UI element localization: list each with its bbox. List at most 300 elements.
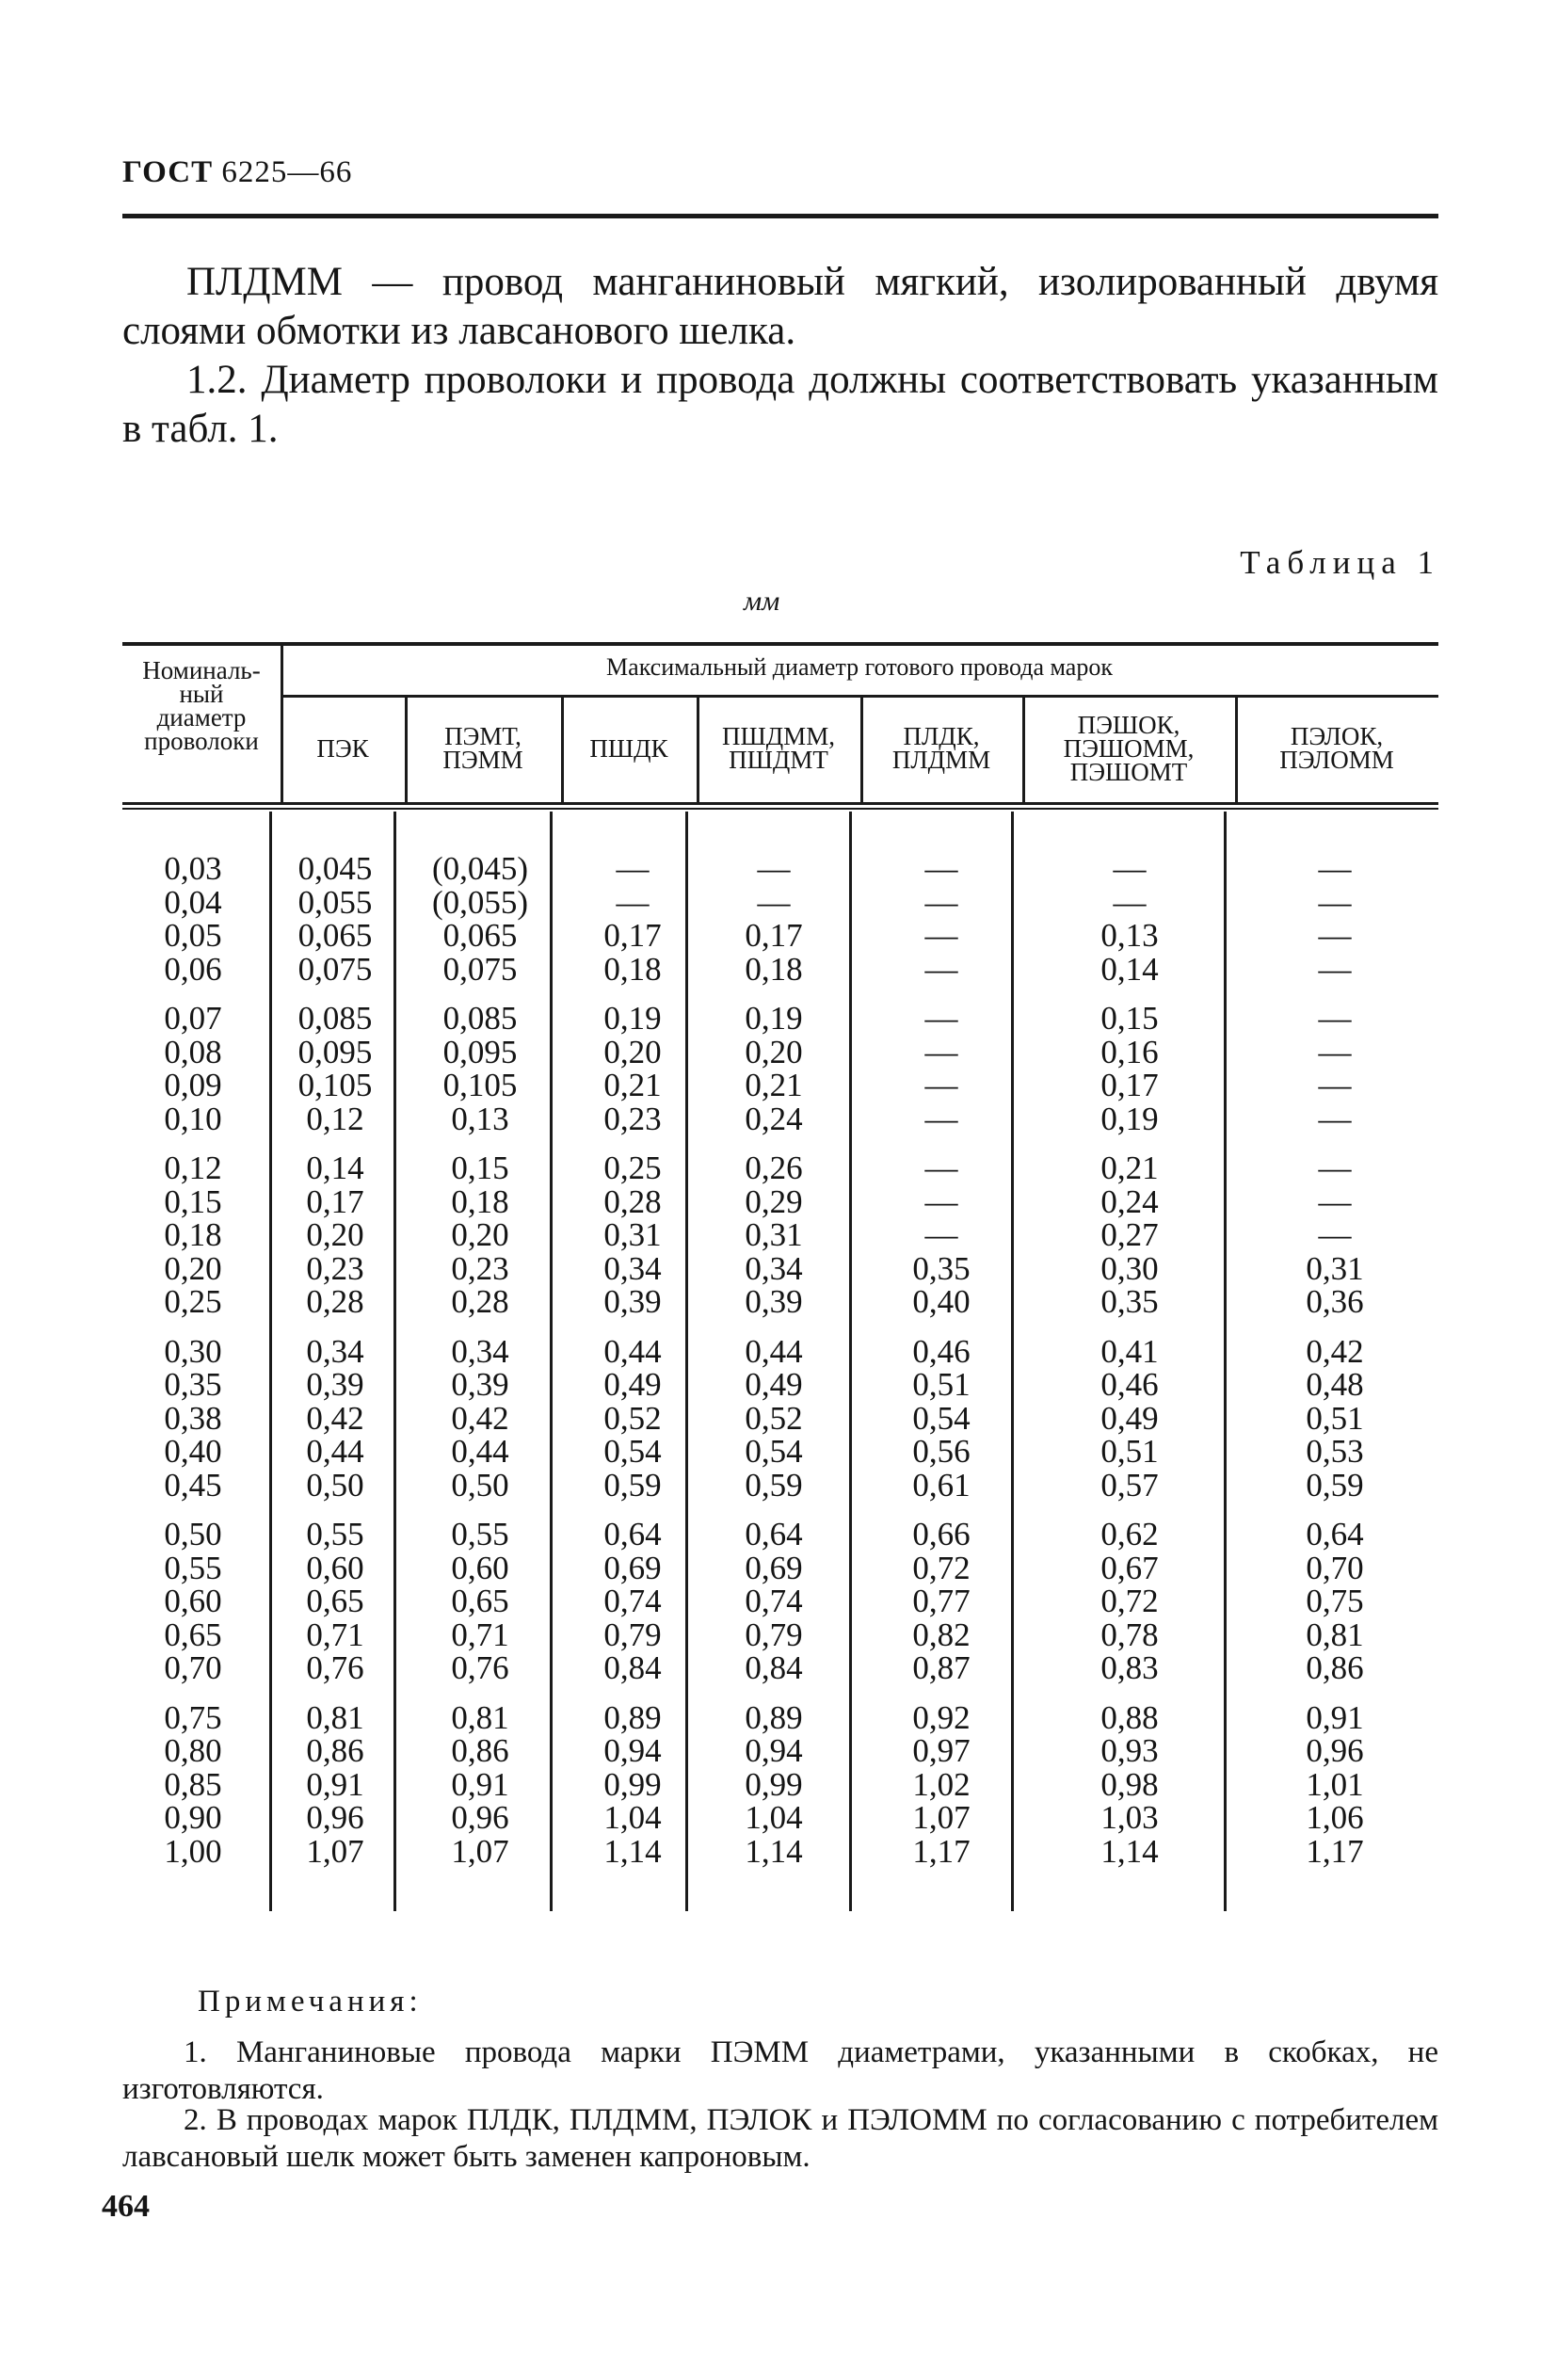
max-diameter-cell: 0,085 xyxy=(297,1000,373,1037)
max-diameter-cell: 1,01 xyxy=(1306,1765,1364,1803)
row-group xyxy=(1250,1002,1420,1135)
row-group xyxy=(250,1332,420,1504)
max-diameter-cell: 0,54 xyxy=(912,1399,971,1437)
paragraph-1-2: 1.2. Диаметр проволоки и провода должны соответствовать указанным в табл. 1. xyxy=(122,358,1438,451)
max-diameter-cell: 0,86 xyxy=(306,1732,364,1769)
max-diameter-cell: 0,81 xyxy=(1306,1616,1364,1653)
nominal-diameter-cell: 0,03 xyxy=(164,850,222,887)
max-diameter-cell: 0,76 xyxy=(306,1649,364,1686)
max-diameter-cell: 0,94 xyxy=(603,1732,662,1769)
max-diameter-cell: — xyxy=(924,1000,958,1037)
nominal-diameter-cell: 0,15 xyxy=(164,1182,222,1220)
wire-grade-column xyxy=(250,852,420,1884)
col-nominal-header xyxy=(122,656,281,755)
max-diameter-cell: 0,71 xyxy=(451,1616,509,1653)
max-diameter-cell: 0,42 xyxy=(1306,1332,1364,1370)
max-diameter-cell: 0,095 xyxy=(297,1033,373,1070)
max-diameter-cell: 0,50 xyxy=(306,1466,364,1504)
column-header-line: ПШДК xyxy=(589,733,668,763)
max-diameter-cell: 0,60 xyxy=(306,1549,364,1586)
nominal-diameter-cell: 0,85 xyxy=(164,1765,222,1803)
max-diameter-cell: — xyxy=(924,883,958,921)
nominal-diameter-cell: 0,75 xyxy=(164,1698,222,1736)
max-diameter-cell: 0,34 xyxy=(603,1249,662,1287)
max-diameter-cell: 0,39 xyxy=(451,1366,509,1403)
nominal-diameter-cell: 0,35 xyxy=(164,1366,222,1403)
max-diameter-cell: 0,35 xyxy=(912,1249,971,1287)
row-group xyxy=(395,852,565,986)
nominal-diameter-cell: 0,80 xyxy=(164,1732,222,1769)
max-diameter-cell: 0,54 xyxy=(603,1433,662,1470)
nominal-diameter-cell: 0,12 xyxy=(164,1150,222,1186)
max-diameter-cell: 0,16 xyxy=(1100,1033,1159,1070)
nominal-diameter-cell: 0,60 xyxy=(164,1583,222,1619)
max-diameter-cell: 0,18 xyxy=(745,950,803,988)
nominal-diameter-cell: 0,25 xyxy=(164,1283,222,1320)
max-diameter-cell: 0,19 xyxy=(1100,1100,1159,1137)
max-diameter-cell: 1,14 xyxy=(1100,1832,1159,1870)
max-diameter-cell: 0,98 xyxy=(1100,1765,1159,1803)
gost-label: ГОСТ xyxy=(122,155,214,189)
max-diameter-cell: — xyxy=(1318,883,1352,921)
max-diameter-cell: 0,71 xyxy=(306,1616,364,1653)
row-group xyxy=(395,1332,565,1504)
max-diameter-cell: 0,40 xyxy=(912,1283,971,1320)
column-header-line: ПЛДММ xyxy=(891,746,991,774)
max-diameter-cell: 0,20 xyxy=(745,1033,803,1070)
row-group xyxy=(857,1151,1026,1319)
row-group xyxy=(1045,1002,1214,1135)
max-diameter-cell: — xyxy=(924,1067,958,1103)
row-group xyxy=(689,852,859,986)
max-diameter-cell: 0,46 xyxy=(1100,1366,1159,1403)
nominal-diameter-cell: 0,50 xyxy=(164,1516,222,1552)
max-diameter-cell: 0,21 xyxy=(745,1067,803,1103)
nominal-diameter-cell: 0,05 xyxy=(164,917,222,954)
max-diameter-cell: 0,59 xyxy=(1306,1466,1364,1504)
row-group xyxy=(395,1151,565,1319)
max-diameter-cell: 1,14 xyxy=(603,1832,662,1870)
max-diameter-cell: — xyxy=(1318,1033,1352,1070)
max-diameter-cell: — xyxy=(924,1150,958,1186)
column-header xyxy=(697,722,860,774)
max-diameter-cell: 0,74 xyxy=(745,1583,803,1619)
max-diameter-cell: — xyxy=(1113,850,1147,887)
header-rule xyxy=(122,214,1438,218)
note-2: 2. В проводах марок ПЛДК, ПЛДММ, ПЭЛОК и ПЭЛОММ по согласованию с потребителем лавсановый шелк может быть заменен капроновым. xyxy=(122,2103,1438,2174)
row-group xyxy=(395,1518,565,1685)
max-diameter-cell: 0,52 xyxy=(745,1399,803,1437)
row-group xyxy=(1045,1698,1214,1870)
max-diameter-cell: 0,97 xyxy=(912,1732,971,1769)
max-diameter-cell: 0,83 xyxy=(1100,1649,1159,1686)
max-diameter-cell: 0,46 xyxy=(912,1332,971,1370)
max-diameter-cell: — xyxy=(1318,1067,1352,1103)
wire-grade-column xyxy=(395,852,565,1884)
column-header-line: ПЭЛОК, xyxy=(1290,722,1384,750)
max-diameter-cell: 0,065 xyxy=(442,917,518,954)
max-diameter-cell: 0,055 xyxy=(297,883,373,921)
table-column-divider xyxy=(1224,812,1227,1911)
max-diameter-cell: 0,84 xyxy=(745,1649,803,1686)
max-diameter-cell: 0,62 xyxy=(1100,1516,1159,1552)
max-diameter-cell: 0,69 xyxy=(603,1549,662,1586)
max-diameter-cell: 1,14 xyxy=(745,1832,803,1870)
max-diameter-cell: 0,23 xyxy=(306,1249,364,1287)
nominal-diameter-cell: 0,40 xyxy=(164,1433,222,1470)
wire-grade-column xyxy=(1045,852,1214,1884)
row-group xyxy=(1250,1518,1420,1685)
max-diameter-cell: 0,17 xyxy=(603,917,662,954)
max-diameter-cell: 0,24 xyxy=(1100,1182,1159,1220)
column-header-line: ПЭМТ, xyxy=(444,722,522,750)
max-diameter-cell: — xyxy=(924,1033,958,1070)
max-diameter-cell: 0,49 xyxy=(745,1366,803,1403)
max-diameter-cell: 0,50 xyxy=(451,1466,509,1504)
max-diameter-cell: 0,39 xyxy=(306,1366,364,1403)
max-diameter-cell: 0,34 xyxy=(306,1332,364,1370)
max-diameter-cell: 0,89 xyxy=(603,1698,662,1736)
max-diameter-cell: 0,99 xyxy=(603,1765,662,1803)
max-diameter-cell: 0,095 xyxy=(442,1033,518,1070)
max-diameter-cell: 0,48 xyxy=(1306,1366,1364,1403)
max-diameter-cell: 1,17 xyxy=(912,1832,971,1870)
max-diameter-cell: 0,15 xyxy=(451,1150,509,1186)
max-diameter-cell: 0,61 xyxy=(912,1466,971,1504)
notes-title: Примечания: xyxy=(198,1985,423,2018)
max-diameter-cell: — xyxy=(1318,1182,1352,1220)
nominal-diameter-cell: 0,07 xyxy=(164,1000,222,1037)
nominal-diameter-cell: 0,10 xyxy=(164,1100,222,1137)
max-diameter-cell: 0,20 xyxy=(306,1216,364,1253)
max-diameter-cell: 0,93 xyxy=(1100,1732,1159,1769)
paragraph-pldmm: ПЛДММ — провод манганиновый мягкий, изолированный двумя слоями обмотки из лавсанового шелка. xyxy=(122,260,1438,353)
column-header-line: ПЭЛОММ xyxy=(1279,746,1394,774)
column-header-line: ПЭММ xyxy=(442,746,523,774)
nominal-diameter-cell: 0,90 xyxy=(164,1799,222,1836)
max-diameter-cell: 0,44 xyxy=(603,1332,662,1370)
column-header xyxy=(405,722,561,774)
max-diameter-cell: 0,91 xyxy=(1306,1698,1364,1736)
max-diameter-cell: 0,28 xyxy=(603,1182,662,1220)
row-group xyxy=(250,1151,420,1319)
max-diameter-cell: 0,87 xyxy=(912,1649,971,1686)
nominal-diameter-cell: 0,08 xyxy=(164,1033,222,1070)
page-number: 464 xyxy=(102,2189,150,2224)
max-diameter-cell: 0,55 xyxy=(306,1516,364,1552)
max-diameter-cell: — xyxy=(924,950,958,988)
max-diameter-cell: 0,81 xyxy=(451,1698,509,1736)
max-diameter-cell: 0,18 xyxy=(451,1182,509,1220)
max-diameter-cell: 0,77 xyxy=(912,1583,971,1619)
max-diameter-cell: — xyxy=(924,917,958,954)
max-diameter-cell: 0,92 xyxy=(912,1698,971,1736)
max-diameter-cell: 0,39 xyxy=(745,1283,803,1320)
max-diameter-cell: — xyxy=(1318,1216,1352,1253)
max-diameter-cell: 0,41 xyxy=(1100,1332,1159,1370)
max-diameter-cell: 0,60 xyxy=(451,1549,509,1586)
max-diameter-cell: (0,055) xyxy=(431,883,529,921)
max-diameter-cell: — xyxy=(924,1100,958,1137)
wire-grade-column xyxy=(689,852,859,1884)
max-diameter-cell: 0,29 xyxy=(745,1182,803,1220)
max-diameter-cell: 0,99 xyxy=(745,1765,803,1803)
max-diameter-cell: 0,79 xyxy=(745,1616,803,1653)
max-diameter-cell: 0,84 xyxy=(603,1649,662,1686)
max-diameter-cell: 0,75 xyxy=(1306,1583,1364,1619)
row-group xyxy=(857,852,1026,986)
max-diameter-cell: 0,24 xyxy=(745,1100,803,1137)
max-diameter-cell: 0,57 xyxy=(1100,1466,1159,1504)
row-group xyxy=(250,852,420,986)
max-diameter-cell: — xyxy=(616,883,650,921)
column-header xyxy=(860,722,1022,774)
wire-grade-column xyxy=(1250,852,1420,1884)
row-group xyxy=(1250,1151,1420,1319)
row-group xyxy=(689,1002,859,1135)
max-diameter-cell: 0,31 xyxy=(603,1216,662,1253)
max-diameter-cell: 0,28 xyxy=(451,1283,509,1320)
gost-number: 6225—66 xyxy=(221,155,353,189)
max-diameter-cell: 0,35 xyxy=(1100,1283,1159,1320)
max-diameter-group-header: Максимальный диаметр готового провода марок xyxy=(606,653,1113,681)
row-group xyxy=(689,1698,859,1870)
max-diameter-cell: 1,04 xyxy=(745,1799,803,1836)
max-diameter-cell: — xyxy=(924,1182,958,1220)
col-nominal-header-line: проволоки xyxy=(144,727,259,755)
nominal-diameter-cell: 1,00 xyxy=(164,1832,222,1870)
max-diameter-cell: — xyxy=(1318,850,1352,887)
table-rule xyxy=(122,802,1438,805)
wire-grade-column xyxy=(857,852,1026,1884)
table-unit: мм xyxy=(744,586,780,617)
max-diameter-cell: 0,55 xyxy=(451,1516,509,1552)
nominal-diameter-cell: 0,70 xyxy=(164,1649,222,1686)
max-diameter-cell: 0,28 xyxy=(306,1283,364,1320)
max-diameter-cell: 0,23 xyxy=(451,1249,509,1287)
column-header xyxy=(1022,710,1235,786)
max-diameter-cell: 0,78 xyxy=(1100,1616,1159,1653)
column-header-line: ПЭШОК, xyxy=(1077,710,1180,739)
max-diameter-cell: 0,065 xyxy=(297,917,373,954)
max-diameter-cell: 0,79 xyxy=(603,1616,662,1653)
max-diameter-cell: 0,31 xyxy=(1306,1249,1364,1287)
max-diameter-cell: 0,26 xyxy=(745,1150,803,1186)
row-group xyxy=(857,1698,1026,1870)
max-diameter-cell: — xyxy=(1318,950,1352,988)
max-diameter-cell: 0,14 xyxy=(1100,950,1159,988)
max-diameter-cell: 0,44 xyxy=(745,1332,803,1370)
max-diameter-cell: 0,23 xyxy=(603,1100,662,1137)
row-group xyxy=(250,1518,420,1685)
max-diameter-cell: 0,64 xyxy=(745,1516,803,1552)
max-diameter-cell: 0,72 xyxy=(1100,1583,1159,1619)
row-group xyxy=(1045,1332,1214,1504)
row-group xyxy=(857,1002,1026,1135)
max-diameter-cell: 0,86 xyxy=(451,1732,509,1769)
nominal-diameter-cell: 0,38 xyxy=(164,1399,222,1437)
max-diameter-cell: 0,54 xyxy=(745,1433,803,1470)
note-1: 1. Манганиновые провода марки ПЭММ диаметрами, указанными в скобках, не изготовляются. xyxy=(122,2035,1438,2106)
table-rule xyxy=(122,808,1438,810)
max-diameter-cell: 1,07 xyxy=(306,1832,364,1870)
col-nominal-header-line: диаметр xyxy=(156,703,247,732)
max-diameter-cell: 0,64 xyxy=(1306,1516,1364,1552)
row-group xyxy=(689,1332,859,1504)
max-diameter-cell: (0,045) xyxy=(431,850,529,887)
row-group xyxy=(857,1518,1026,1685)
max-diameter-cell: 0,44 xyxy=(306,1433,364,1470)
max-diameter-cell: 0,96 xyxy=(306,1799,364,1836)
column-header xyxy=(281,733,405,763)
max-diameter-cell: 0,045 xyxy=(297,850,373,887)
row-group xyxy=(689,1151,859,1319)
column-header-line: ПЭШОММ, xyxy=(1063,733,1195,763)
max-diameter-cell: — xyxy=(1318,917,1352,954)
max-diameter-cell: 0,94 xyxy=(745,1732,803,1769)
max-diameter-cell: 0,89 xyxy=(745,1698,803,1736)
max-diameter-cell: 0,20 xyxy=(451,1216,509,1253)
column-header-line: ПЭК xyxy=(316,733,369,763)
table-rule xyxy=(122,642,1438,646)
column-header-line: ПШДММ, xyxy=(722,722,835,750)
column-header-line: ПШДМТ xyxy=(729,746,828,774)
max-diameter-cell: 1,03 xyxy=(1100,1799,1159,1836)
max-diameter-cell: 0,70 xyxy=(1306,1549,1364,1586)
max-diameter-cell: 0,74 xyxy=(603,1583,662,1619)
max-diameter-cell: 0,42 xyxy=(451,1399,509,1437)
max-diameter-cell: 0,86 xyxy=(1306,1649,1364,1686)
nominal-diameter-cell: 0,18 xyxy=(164,1216,222,1253)
max-diameter-cell: 0,59 xyxy=(603,1466,662,1504)
max-diameter-cell: 0,66 xyxy=(912,1516,971,1552)
column-header-line: ПЭШОМТ xyxy=(1069,757,1188,786)
max-diameter-cell: 0,56 xyxy=(912,1433,971,1470)
max-diameter-cell: 1,17 xyxy=(1306,1832,1364,1870)
row-group xyxy=(1045,1518,1214,1685)
max-diameter-cell: 0,51 xyxy=(1306,1399,1364,1437)
max-diameter-cell: 1,02 xyxy=(912,1765,971,1803)
row-group xyxy=(250,1002,420,1135)
max-diameter-cell: — xyxy=(1113,883,1147,921)
max-diameter-cell: 0,96 xyxy=(451,1799,509,1836)
max-diameter-cell: 0,19 xyxy=(745,1000,803,1037)
max-diameter-cell: 0,17 xyxy=(1100,1067,1159,1103)
max-diameter-cell: 0,12 xyxy=(306,1100,364,1137)
max-diameter-cell: 0,59 xyxy=(745,1466,803,1504)
max-diameter-cell: 0,51 xyxy=(1100,1433,1159,1470)
col-nominal-header-line: Номиналь- xyxy=(142,656,261,684)
max-diameter-cell: 0,65 xyxy=(451,1583,509,1619)
max-diameter-cell: 0,96 xyxy=(1306,1732,1364,1769)
max-diameter-cell: 0,65 xyxy=(306,1583,364,1619)
nominal-diameter-cell: 0,06 xyxy=(164,950,222,988)
max-diameter-cell: 0,34 xyxy=(745,1249,803,1287)
row-group xyxy=(395,1698,565,1870)
row-group xyxy=(689,1518,859,1685)
max-diameter-cell: 0,14 xyxy=(306,1150,364,1186)
max-diameter-cell: 0,49 xyxy=(603,1366,662,1403)
nominal-diameter-cell: 0,55 xyxy=(164,1549,222,1586)
max-diameter-cell: 0,31 xyxy=(745,1216,803,1253)
table-label: Таблица 1 xyxy=(1240,544,1440,581)
max-diameter-cell: — xyxy=(757,883,791,921)
row-group xyxy=(1250,1698,1420,1870)
max-diameter-cell: 0,075 xyxy=(442,950,518,988)
max-diameter-cell: 1,06 xyxy=(1306,1799,1364,1836)
max-diameter-cell: 0,25 xyxy=(603,1150,662,1186)
max-diameter-cell: 0,21 xyxy=(603,1067,662,1103)
max-diameter-cell: 0,81 xyxy=(306,1698,364,1736)
row-group xyxy=(395,1002,565,1135)
nominal-diameter-cell: 0,09 xyxy=(164,1067,222,1103)
max-diameter-cell: 0,69 xyxy=(745,1549,803,1586)
max-diameter-cell: — xyxy=(924,850,958,887)
max-diameter-cell: 0,67 xyxy=(1100,1549,1159,1586)
page-header xyxy=(122,155,352,190)
max-diameter-cell: 0,105 xyxy=(442,1067,518,1103)
max-diameter-cell: 1,04 xyxy=(603,1799,662,1836)
row-group xyxy=(1250,852,1420,986)
column-header xyxy=(561,733,697,763)
max-diameter-cell: 0,52 xyxy=(603,1399,662,1437)
max-diameter-cell: 0,42 xyxy=(306,1399,364,1437)
max-diameter-cell: 0,17 xyxy=(306,1182,364,1220)
max-diameter-cell: 0,21 xyxy=(1100,1150,1159,1186)
max-diameter-cell: — xyxy=(1318,1000,1352,1037)
max-diameter-cell: 0,53 xyxy=(1306,1433,1364,1470)
max-diameter-cell: 1,07 xyxy=(912,1799,971,1836)
row-group xyxy=(250,1698,420,1870)
row-group xyxy=(1045,1151,1214,1319)
column-header-line: ПЛДК, xyxy=(903,722,980,750)
max-diameter-cell: 0,36 xyxy=(1306,1283,1364,1320)
max-diameter-cell: 0,105 xyxy=(297,1067,373,1103)
max-diameter-cell: 0,49 xyxy=(1100,1399,1159,1437)
max-diameter-cell: 0,88 xyxy=(1100,1698,1159,1736)
max-diameter-cell: 0,18 xyxy=(603,950,662,988)
max-diameter-cell: — xyxy=(757,850,791,887)
max-diameter-cell: 0,15 xyxy=(1100,1000,1159,1037)
max-diameter-cell: 0,34 xyxy=(451,1332,509,1370)
nominal-diameter-cell: 0,65 xyxy=(164,1616,222,1653)
col-nominal-header-line: ный xyxy=(179,680,224,708)
max-diameter-cell: 0,91 xyxy=(306,1765,364,1803)
max-diameter-cell: 0,075 xyxy=(297,950,373,988)
max-diameter-cell: 0,13 xyxy=(451,1100,509,1137)
max-diameter-cell: — xyxy=(924,1216,958,1253)
row-group xyxy=(857,1332,1026,1504)
max-diameter-cell: 0,91 xyxy=(451,1765,509,1803)
max-diameter-cell: 0,085 xyxy=(442,1000,518,1037)
max-diameter-cell: 0,39 xyxy=(603,1283,662,1320)
row-group xyxy=(1250,1332,1420,1504)
column-header xyxy=(1235,722,1438,774)
nominal-diameter-cell: 0,20 xyxy=(164,1249,222,1287)
max-diameter-cell: 1,07 xyxy=(451,1832,509,1870)
max-diameter-cell: 0,30 xyxy=(1100,1249,1159,1287)
table-rule xyxy=(281,695,1438,698)
max-diameter-cell: 0,17 xyxy=(745,917,803,954)
max-diameter-cell: — xyxy=(616,850,650,887)
max-diameter-cell: 0,19 xyxy=(603,1000,662,1037)
max-diameter-cell: 0,82 xyxy=(912,1616,971,1653)
max-diameter-cell: — xyxy=(1318,1150,1352,1186)
row-group xyxy=(1045,852,1214,986)
max-diameter-cell: 0,20 xyxy=(603,1033,662,1070)
max-diameter-cell: 0,72 xyxy=(912,1549,971,1586)
max-diameter-cell: 0,44 xyxy=(451,1433,509,1470)
